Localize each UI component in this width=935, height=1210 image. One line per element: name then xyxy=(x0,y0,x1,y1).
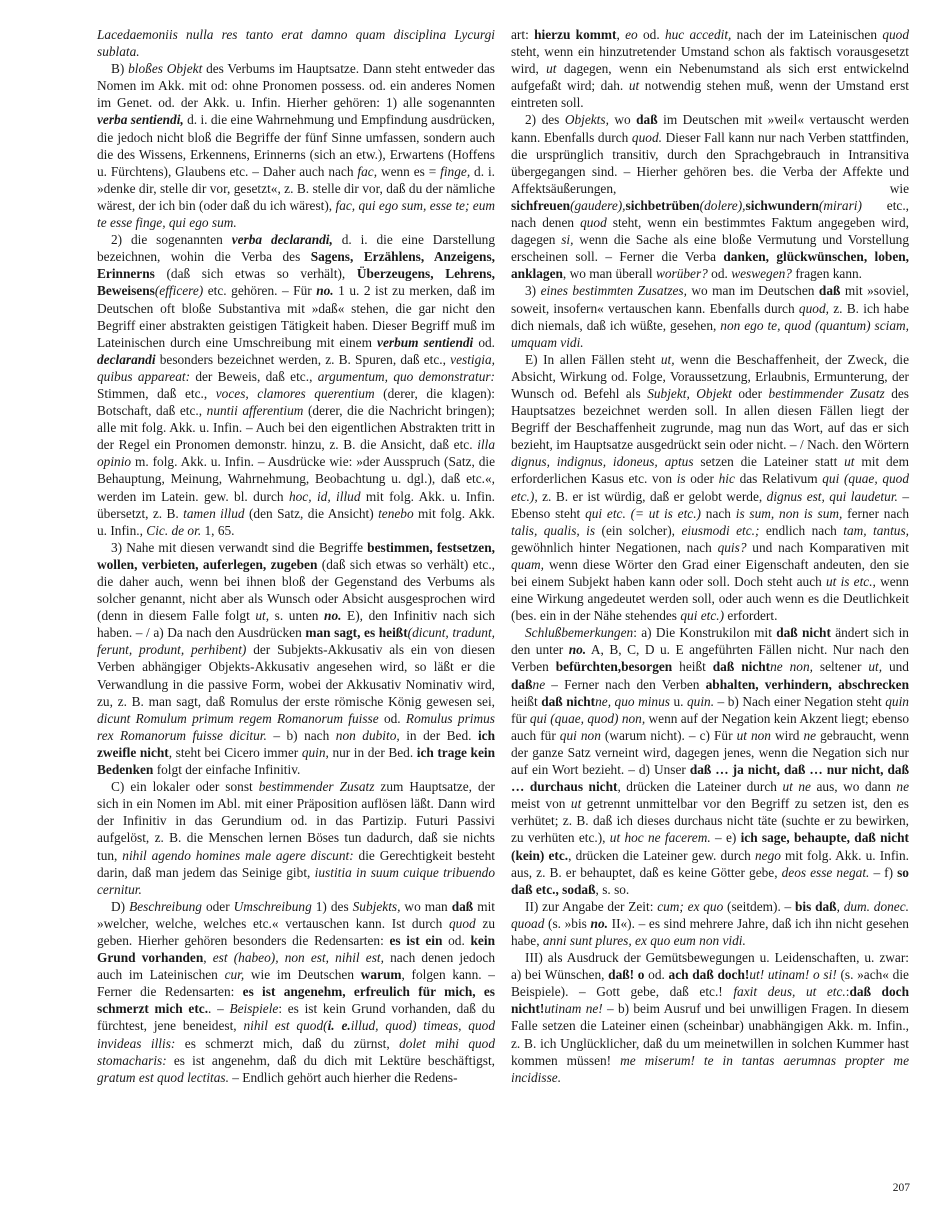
text-run: setzen die Lateiner statt xyxy=(693,454,845,470)
emphasis-run: quin, xyxy=(301,744,329,760)
emphasis-run: voces, clamores querentium xyxy=(215,385,375,401)
emphasis-run: ut, xyxy=(660,351,675,367)
emphasis-run: daß nicht xyxy=(776,625,831,641)
emphasis-run: nihil est quod( xyxy=(243,1018,328,1034)
text-run: – b) nach xyxy=(266,727,336,743)
text-run: C) ein lokaler oder sonst xyxy=(111,779,259,795)
emphasis-run: ut xyxy=(844,454,855,470)
text-run: , drücken die Lateiner durch xyxy=(617,779,783,795)
emphasis-run: quod xyxy=(448,915,476,931)
text-run: : xyxy=(845,984,850,1000)
text-run: Dieser Fall kann nur nach Verben stattfinden, die ursprünglich transitiv, durch den Sprachgebrauch in Intransitiva übergegangen sind. – Hierher gehören bes. die Verba der Affekte und Affektsäußerungen, wie xyxy=(511,129,910,196)
text-run: meist von xyxy=(511,796,571,812)
emphasis-run: bestimmender Zusatz xyxy=(258,779,375,795)
emphasis-run: bis daß xyxy=(794,898,837,914)
text-run: Stimmen, daß etc., xyxy=(97,385,216,401)
text-run: für xyxy=(511,710,530,726)
text-run: wenn diese Wörter den Grad einer Eigenschaft andeuten, den sie bei einem Subjekt haben kann oder soll. Doch steht auch xyxy=(511,556,909,589)
text-run: (derer, die klagen): Botschaft, daß etc., xyxy=(97,385,495,419)
emphasis-run: bloßes Objekt xyxy=(128,61,203,77)
emphasis-run: ut ne xyxy=(782,779,811,795)
text-run: , xyxy=(616,27,626,42)
text-run: – Ebenso steht xyxy=(511,488,909,521)
text-run: etc., nach denen xyxy=(511,197,909,231)
text-run: , wo man überall xyxy=(562,266,656,282)
emphasis-run: si, xyxy=(561,232,574,248)
emphasis-run: danken, glückwünschen, loben, anklagen xyxy=(511,249,910,282)
paragraph xyxy=(97,231,495,539)
text-run: (den Satz, die Ansicht) xyxy=(244,505,379,521)
text-run: (daß sich etwas so verhält), xyxy=(154,266,357,282)
emphasis-run: deos esse negat. xyxy=(781,864,870,880)
text-run: d. i. »denke dir, stelle dir vor, gesetzt«, z. B. stelle dir vor, daß du der nämliche wärest, der ich bin (oder daß du ich wärest), xyxy=(97,163,495,213)
emphasis-run: utinam ne! xyxy=(544,1001,603,1017)
text-run: d. i. die eine Wahrnehmung und Empfindung ausdrücken, die jedoch nicht bloß die Begriffe der fünf Sinne umfassen, sondern auch die des Wissens, Erkennens, Erinnerns (sich an etw.), Erwartens (Hoffens u. Fürchtens), Glaubens etc. – Daher auch nach xyxy=(97,112,495,179)
text-run: seltener xyxy=(813,659,869,675)
text-run: – e) xyxy=(710,830,741,846)
emphasis-run: weswegen? xyxy=(731,266,792,282)
emphasis-run: illa opinio xyxy=(97,437,495,470)
emphasis-run: iustitia in suum cuique tribuendo cernitur. xyxy=(97,864,495,897)
emphasis-run: ut hoc ne facerem. xyxy=(609,830,711,846)
text-run: nach der im Lateinischen xyxy=(731,27,883,42)
text-run: gewöhnlich hinter Negationen, nach xyxy=(511,539,718,555)
text-run: es ist angenehm, daß du dich mit Lektüre beschäftigst, xyxy=(166,1052,495,1068)
emphasis-run: ich sage, behaupte, daß nicht (kein) etc. xyxy=(511,830,909,863)
emphasis-run: es ist angenehm, erfreulich für mich, es schmerzt mich etc. xyxy=(97,984,495,1017)
text-run: , xyxy=(836,898,844,914)
text-run: wo man xyxy=(400,898,452,914)
paragraph xyxy=(97,778,495,898)
text-run: s. unten xyxy=(269,608,325,624)
emphasis-run: verba sentiendi, xyxy=(97,112,184,128)
emphasis-run: bestimmender Zusatz xyxy=(768,385,885,401)
text-run: der Subjekts-Akkusativ als ein von diesen Verben abhängiger Objekts-Akkusativ angesehen wird, so läßt er die Verwandlung in die passive Form, wobei der Akkusativ Nominativ wird, zu, z. B. man sagt, daß Romulus der erste römische König gewesen sei, xyxy=(97,642,495,709)
emphasis-run: man sagt, es heißt xyxy=(305,625,408,641)
text-run: notwendig stehen muß, wenn der Umstand erst eintreten soll. xyxy=(511,78,909,111)
text-run: heißt xyxy=(511,693,542,709)
text-run: wenn es = xyxy=(377,163,441,179)
text-run: – Endlich gehört auch hierher die Redens- xyxy=(228,1069,458,1085)
text-run: E) In allen Fällen steht xyxy=(525,351,661,367)
text-run: mit folg. Akk. u. Infin. aus, z. B. er behauptet, daß es keine Götter gebe, xyxy=(511,847,909,880)
text-run: z. B. er ist würdig, daß er gelobt werde, xyxy=(537,488,767,504)
emphasis-run: qui (quae, quod etc.), xyxy=(511,471,910,504)
emphasis-run: daß xyxy=(451,898,474,914)
emphasis-run: faxit deus, ut etc. xyxy=(733,984,846,1000)
emphasis-run: sichwundern xyxy=(745,197,819,213)
text-run: getrennt unmittelbar vor den Begriff zu setzen ist, den es verhütet; z. B. daß ich dieses durchaus nicht täte (suchte er zu bewirken, zu verhüten etc.), xyxy=(511,796,909,846)
text-run: nur in der Bed. xyxy=(328,744,417,760)
text-run: es schmerzt mich, daß du zürnst, xyxy=(175,1035,400,1051)
emphasis-run: Beschreibung xyxy=(129,898,202,914)
text-run: mit »soviel, soweit, insofern« vertauschen kann. Ebenfalls durch xyxy=(511,283,909,316)
text-run: besonders bezeichnet werden, z. B. Spuren, daß etc., xyxy=(155,351,451,367)
text-run: od. xyxy=(637,27,665,42)
text-run: u. xyxy=(669,693,687,709)
text-run: m. folg. Akk. u. Infin. – Ausdrücke wie: »der Ausspruch (Satz, die Behauptung, Meinung, Wahrnehmung, Beobachtung u. dgl.), daß etc.«, werden im Latein. gew. bl. durch xyxy=(97,454,495,504)
text-run: , steht bei Cicero immer xyxy=(168,744,302,760)
emphasis-run: non ego te, quod (quantum) sciam, umquam vidi. xyxy=(511,317,909,350)
emphasis-run: quam, xyxy=(511,556,544,572)
text-run: (s. »ach« die Beispiele). – Gott gebe, daß etc.! xyxy=(511,967,909,1000)
text-run: . – xyxy=(208,1001,230,1017)
emphasis-run: quod xyxy=(882,27,909,42)
text-run: A, B, C, D u. E angeführten Fällen nicht. Nur nach den Verben xyxy=(511,642,909,675)
emphasis-run: est (habeo), non est, nihil est, xyxy=(212,950,384,966)
emphasis-run: Überzeugens, Lehrens, Beweisens xyxy=(97,266,495,299)
text-run: : a) Die Konstrukilon mit xyxy=(633,625,777,641)
emphasis-run: sichbetrüben xyxy=(625,197,700,213)
text-run: II«). – es sind mehrere Jahre, daß ich ihn nicht gesehen habe, xyxy=(511,915,909,948)
text-run: art: xyxy=(511,27,535,42)
text-run: und xyxy=(882,659,909,675)
emphasis-run: (efficere) xyxy=(154,283,204,299)
emphasis-run: abhalten, verhindern, abschrecken xyxy=(705,676,909,692)
paragraph xyxy=(97,539,495,778)
text-run: III) als Ausdruck der Gemütsbewegungen u. Leidenschaften, u. zwar: a) bei Wünschen, xyxy=(511,950,909,983)
text-run: 1, 65. xyxy=(201,522,235,538)
emphasis-run: Lacedaemoniis nulla res tanto erat damno quam disciplina Lycurgi sublata. xyxy=(97,27,495,60)
text-run: : es ist kein Grund vorhanden, daß du fürchtest, jene beneidest, xyxy=(97,1001,495,1034)
emphasis-run: Objekts, xyxy=(564,112,609,128)
emphasis-run: eines bestimmten Zusatzes, xyxy=(540,283,687,299)
text-run: (seitdem). – xyxy=(723,898,795,914)
emphasis-run: dignus est, qui laudetur. xyxy=(766,488,898,504)
emphasis-run: sichfreuen xyxy=(511,197,571,213)
emphasis-run: is xyxy=(676,471,686,487)
text-run: etc. gehören. – Für xyxy=(203,283,317,299)
emphasis-run: es ist ein xyxy=(389,932,443,948)
text-run: fragen kann. xyxy=(791,266,863,282)
emphasis-run: ne, quo minus xyxy=(595,693,670,709)
emphasis-run: Beispiele xyxy=(229,1001,279,1017)
text-run: (derer, die die Nachricht bringen); alle mit folg. Akk. u. Infin. – Auch bei den eigentlichen Abstrakten tritt in der Regel ein Pronomen demonstr. hinzu, z. B. die Ansicht, daß etc. xyxy=(97,403,496,453)
text-run: gebraucht, wenn der ganze Satz verneint wird, dagegen jenes, wenn die Negation sich nur auf ein Wort bezieht. – d) Unser xyxy=(511,727,909,778)
emphasis-run: hierzu kommt xyxy=(534,27,617,42)
text-run: mit folg. Akk. u. Infin., xyxy=(97,505,495,538)
emphasis-run: dolet mihi quod stomacharis: xyxy=(97,1035,496,1068)
text-run: – b) Nach einer Negation steht xyxy=(714,693,886,709)
emphasis-run: daß doch nicht! xyxy=(511,984,909,1017)
emphasis-run: ne non, xyxy=(770,659,813,675)
text-run: 2) die sogenannten xyxy=(111,232,232,248)
text-run: , xyxy=(203,950,213,966)
paragraph xyxy=(511,26,909,111)
text-run: (daß sich etwas so verhält) etc., die daher auch, wenn bei ihnen bloß der Gegenstand des Verbums als solcher genannt, nicht aber als Wunsch oder Absicht ausgesprochen wird (denn in diesem Falle folgt xyxy=(97,556,495,624)
emphasis-run: Romulus primus rex Romanorum fuisse dicitur. xyxy=(97,710,495,743)
emphasis-run: (dicunt, tradunt, ferunt, produnt, perhibent) xyxy=(97,625,495,658)
text-run: wo man im Deutschen xyxy=(686,283,819,299)
emphasis-run: ut! utinam! o si! xyxy=(749,967,837,983)
text-run: 1 u. 2 ist zu merken, daß im Deutschen oft bloße Substantiva mit »daß« stehen, die gar nicht den Begriff einer abstrakten geistigen Tätigkeit haben. Dieser Begriff muß im Lateinischen durch eine Umschreibung mit einem xyxy=(97,283,495,350)
text-run: steht, wenn ein bestimmtes Faktum angegeben wird, dagegen xyxy=(511,215,909,248)
text-run: im Deutschen mit »weil« vertauscht werden kann. Ebenfalls durch xyxy=(511,112,909,145)
emphasis-run: nego xyxy=(754,847,781,863)
text-run: in der Bed. xyxy=(399,727,478,743)
emphasis-run: Subjekts, xyxy=(352,898,401,914)
emphasis-run: worüber? xyxy=(655,266,708,282)
text-run: , s. so. xyxy=(595,881,630,897)
paragraph xyxy=(97,898,495,1086)
emphasis-run: is sum, non is sum, xyxy=(735,505,843,521)
text-run: 2) des xyxy=(525,112,565,128)
text-run: , folgen kann. – Ferner die Redensarten: xyxy=(97,967,495,1000)
emphasis-run: daß … ja nicht, daß … nur nicht, daß … durchaus nicht xyxy=(511,762,909,795)
emphasis-run: ne xyxy=(532,676,546,692)
emphasis-run: ut non xyxy=(736,727,771,743)
text-run: des Hauptsatzes bezeichnet werden soll. In allen diesen Fällen liegt der Begriff der Beschaffenheit zugrunde, mag nun das Wort, auf das er sich bezieht, im Hauptsatze ausgedrückt sein oder nicht. – / Nach. den Wörtern xyxy=(511,385,910,453)
emphasis-run: tamen illud xyxy=(183,505,245,521)
text-run: und nach Komparativen mit xyxy=(746,539,909,555)
emphasis-run: daß nicht xyxy=(712,659,771,675)
paragraph xyxy=(511,898,909,949)
emphasis-run: (gaudere), xyxy=(570,197,626,213)
emphasis-run: i. e. xyxy=(327,1018,351,1034)
emphasis-run: fac, qui ego sum, esse te; eum te esse finge, qui ego sum. xyxy=(97,197,496,231)
emphasis-run: eiusmodi etc.; xyxy=(681,522,760,538)
emphasis-run: daß xyxy=(511,676,533,692)
emphasis-run: befürchten,besorgen xyxy=(555,659,673,675)
emphasis-run: finge, xyxy=(440,163,471,179)
emphasis-run: quod, xyxy=(798,300,829,316)
emphasis-run: dicunt Romulum primum regem Romanorum fuisse xyxy=(97,710,379,726)
text-run: (s. »bis xyxy=(544,915,591,931)
text-run: ändert sich in den unter xyxy=(511,625,909,658)
paragraph xyxy=(511,282,909,350)
emphasis-run: cum; ex quo xyxy=(657,898,724,914)
emphasis-run: no. xyxy=(590,915,608,931)
text-run: endlich nach xyxy=(759,522,844,538)
text-run: 3) xyxy=(525,283,541,299)
paragraph xyxy=(511,624,909,898)
emphasis-run: (dolere), xyxy=(699,197,746,213)
emphasis-run: vestigia, quibus appareat: xyxy=(97,351,495,384)
emphasis-run: qui etc. (= ut is etc.) xyxy=(585,505,701,521)
emphasis-run: warum xyxy=(360,967,402,983)
emphasis-run: gratum est quod lectitas. xyxy=(97,1069,229,1085)
emphasis-run: daß xyxy=(818,283,841,299)
text-run: heißt xyxy=(672,659,713,675)
text-run: od. xyxy=(378,710,406,726)
emphasis-run: me miserum! te in tantas aerumnas propter me incidisse. xyxy=(511,1052,909,1085)
emphasis-run: Sagens, Erzählens, Anzeigens, Erinnerns xyxy=(97,249,495,282)
text-run: das Relativum xyxy=(734,471,823,487)
text-run: 3) Nahe mit diesen verwandt sind die Begriffe xyxy=(111,539,368,555)
text-run: wo xyxy=(608,112,637,128)
text-run: mit folg. Akk. u. Infin. übersetzt, z. B. xyxy=(97,488,495,521)
emphasis-run: daß xyxy=(636,112,658,128)
emphasis-run: ne xyxy=(896,779,910,795)
emphasis-run: dignus, indignus, idoneus, aptus xyxy=(511,454,694,470)
text-run: , drücken die Lateiner gew. durch xyxy=(568,847,755,863)
emphasis-run: ach daß doch! xyxy=(668,967,750,983)
text-run: – Ferner nach den Verben xyxy=(545,676,706,692)
text-run: d. i. die eine Darstellung bezeichnen, wohin die Verba des xyxy=(97,232,496,265)
emphasis-run: dum. donec. quoad xyxy=(511,898,909,931)
emphasis-run: so daß etc., sodaß xyxy=(511,864,909,897)
text-run: od. xyxy=(707,266,732,282)
text-run: wie im Deutschen xyxy=(244,967,361,983)
emphasis-run: hoc, id, illud xyxy=(288,488,361,504)
emphasis-run: (mirari) xyxy=(818,197,862,213)
emphasis-run: Cic. de or. xyxy=(146,522,202,538)
emphasis-run: cur, xyxy=(224,967,245,983)
emphasis-run: ut xyxy=(628,78,640,94)
emphasis-run: quin xyxy=(885,693,909,709)
text-run: II) zur Angabe der Zeit: xyxy=(525,898,658,914)
emphasis-run: Schlußbemerkungen xyxy=(525,625,634,641)
page-number: 207 xyxy=(892,1182,910,1194)
text-run: nach denen jedoch auch im Lateinischen xyxy=(97,950,495,983)
text-run: zu geben. Hierher gehören besonders die Redensarten: xyxy=(97,915,496,948)
text-run: 1) des xyxy=(311,898,353,914)
emphasis-run: ne xyxy=(803,727,817,743)
left-column xyxy=(97,26,495,1086)
emphasis-run: bestimmen, festsetzen, wollen, verbieten, auferlegen, zugeben xyxy=(97,539,495,572)
emphasis-run: Umschreibung xyxy=(233,898,312,914)
text-run: ferner nach xyxy=(842,505,909,521)
text-run: wenn eine Wirkung angedeutet werden soll, oder auch wenn es die Deutlichkeit (bes. ein in der Nähe stehendes xyxy=(511,574,909,624)
text-run: wird xyxy=(770,727,804,743)
text-run: wenn die Beschaffenheit, der Zweck, die Absicht, Wirkung od. Folge, Voraussetzung, Erlaubnis, Ermunterung, der Wunsch od. Befehl als xyxy=(511,351,909,401)
text-run: oder xyxy=(201,898,234,914)
paragraph xyxy=(511,949,909,1086)
text-run: z. B. ich habe dich niemals, daß ich wüßte, gesehen, xyxy=(511,300,909,333)
text-run: des Verbums im Hauptsatze. Dann steht entweder das Nomen im Akk. mit od: ohne Pronomen possess. od. ein anderes Nomen im Genet. od. der Akk. u. Infin. Hierher gehören: 1) alle sogenannten xyxy=(97,61,495,111)
emphasis-run: qui non xyxy=(559,727,601,743)
emphasis-run: no. xyxy=(568,642,587,658)
right-column xyxy=(511,26,909,1086)
text-run: steht, wenn ein hinzutretender Umstand schon als faktisch vorausgesetzt wird, xyxy=(511,44,909,77)
emphasis-run: declarandi xyxy=(97,351,156,367)
text-run: (warum nicht). – c) Für xyxy=(600,727,737,743)
emphasis-run: ich trage kein Bedenken xyxy=(97,744,496,778)
emphasis-run: quod. xyxy=(631,129,662,145)
text-run: der Beweis, daß etc., xyxy=(190,368,318,384)
text-run: mit dem erforderlichen Kasus etc. von xyxy=(511,454,909,487)
emphasis-run: qui (quae, quod) non, xyxy=(529,710,646,726)
text-run: erfordert. xyxy=(724,608,778,624)
emphasis-run: no. xyxy=(324,608,342,624)
emphasis-run: quin. xyxy=(686,693,715,709)
text-run: dagegen, wenn ein Nebenumstand als sich erst entwickelnd aufgefaßt wird; dah. xyxy=(511,61,909,94)
emphasis-run: verbum sentiendi xyxy=(377,334,474,350)
emphasis-run: illud, quod) timeas, quod invideas illis: xyxy=(97,1018,495,1051)
emphasis-run: ich zweifle nicht xyxy=(97,727,496,760)
text-run: zum Hauptsatze, der sich in ein Nomen im Abl. mit einer Präposition auflösen läßt. Dann wird der Infinitiv in das Gerundium od. in das Partizip. Futuri Passivi aufgelöst, z. B. die Menschen lernen Böses tun dadurch, daß sie nichts tun, xyxy=(97,779,495,863)
text-run: wenn die Sache als eine bloße Vermutung und Vorstellung erscheinen soll. – Ferner die Verba xyxy=(511,232,909,265)
text-run: od. xyxy=(442,932,471,948)
emphasis-run: qui etc.) xyxy=(680,608,725,624)
emphasis-run: ut, xyxy=(868,659,883,675)
text-run: E), den Infinitiv nach sich haben. – / a) Da nach den Ausdrücken xyxy=(97,608,496,641)
text-run: die Gerechtigkeit besteht darin, daß man jedem das Seinige gibt, xyxy=(97,847,495,880)
emphasis-run: fac, xyxy=(357,163,378,179)
text-run: od. xyxy=(473,334,495,350)
emphasis-run: non dubito, xyxy=(335,727,400,743)
paragraph xyxy=(511,111,909,282)
text-run: od. xyxy=(644,967,669,983)
emphasis-run: tam, tantus, xyxy=(843,522,909,538)
emphasis-run: eo xyxy=(625,27,638,42)
text-run: mit »welcher, welche, welches etc.« vertauschen kann. Ist durch xyxy=(97,898,495,931)
emphasis-run: ut, xyxy=(255,608,270,624)
emphasis-run: Subjekt, Objekt xyxy=(647,385,732,401)
text-run: wenn auf der Negation kein Akzent liegt; ebenso auch für xyxy=(511,710,909,743)
emphasis-run: tenebo xyxy=(378,505,414,521)
emphasis-run: nihil agendo homines male agere discunt: xyxy=(122,847,354,863)
emphasis-run: quis? xyxy=(717,539,747,555)
emphasis-run: kein Grund vorhanden xyxy=(97,932,495,966)
emphasis-run: hic xyxy=(718,471,735,487)
emphasis-run: huc accedit, xyxy=(664,27,732,42)
emphasis-run: ut xyxy=(570,796,582,812)
text-run: – f) xyxy=(869,864,898,880)
emphasis-run: daß nicht xyxy=(541,693,596,709)
emphasis-run: ut xyxy=(546,61,557,77)
paragraph xyxy=(97,26,495,60)
emphasis-run: verba declarandi, xyxy=(231,232,333,248)
emphasis-run: talis, qualis, is xyxy=(511,522,596,538)
text-run: – b) beim Ausruf und bei unwilligen Fragen. In diesem Falle setzen die Lateiner einen (scheinbar) unabhängigen Akk. m. Infin., z. B. ich Unglücklicher, daß du um meinetwillen in solchen Kummer hast kommen müssen! xyxy=(511,1001,909,1068)
text-run: (ein solcher), xyxy=(595,522,682,538)
text-run: aus, wo dann xyxy=(810,779,897,795)
emphasis-run: quod xyxy=(580,215,607,231)
emphasis-run: anni sunt plures, ex quo eum non vidi. xyxy=(542,932,746,948)
paragraph xyxy=(97,60,495,231)
emphasis-run: daß! o xyxy=(608,967,645,983)
emphasis-run: argumentum, quo demonstratur: xyxy=(317,368,495,384)
text-run: nach xyxy=(700,505,736,521)
text-run: D) xyxy=(111,898,130,914)
emphasis-run: no. xyxy=(316,283,334,299)
text-run: oder xyxy=(685,471,719,487)
emphasis-run: ut is etc., xyxy=(826,574,876,589)
text-run: folgt der einfache Infinitiv. xyxy=(153,762,301,778)
emphasis-run: nuntii afferentium xyxy=(206,403,304,419)
text-run: oder xyxy=(731,385,769,401)
paragraph xyxy=(511,351,909,625)
text-run: B) xyxy=(111,61,129,77)
